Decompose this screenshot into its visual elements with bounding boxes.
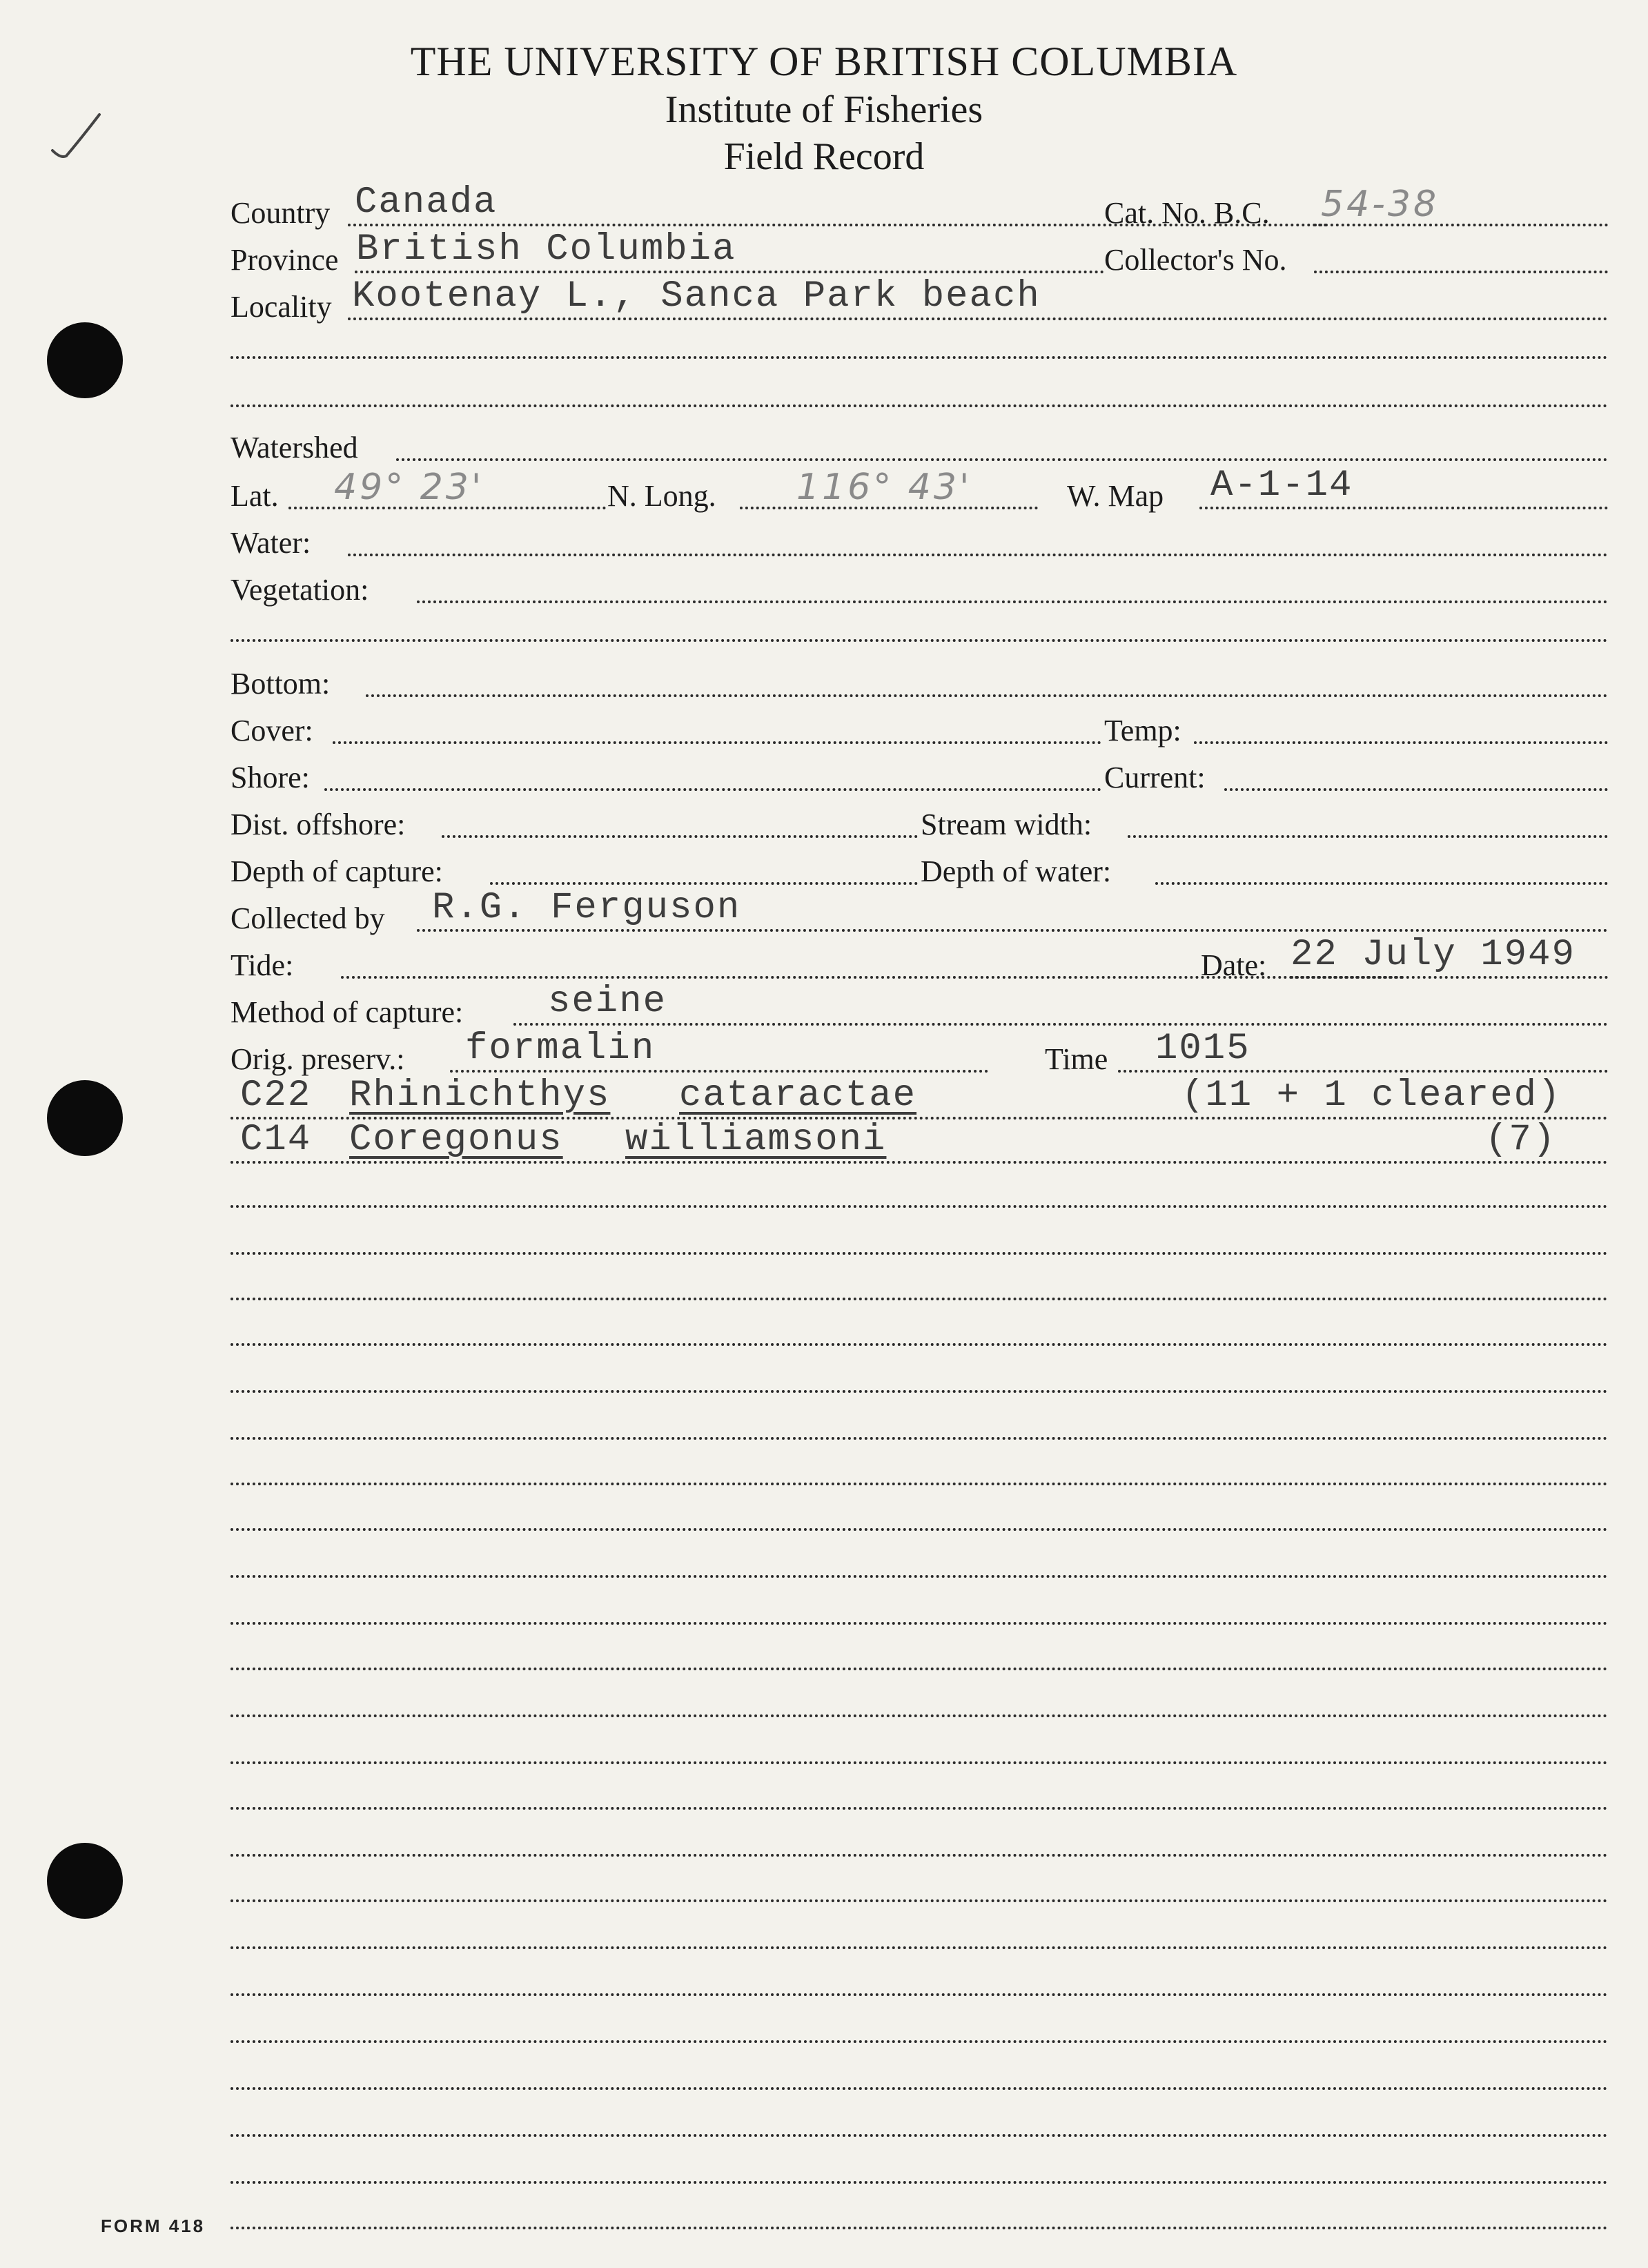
water-row	[230, 516, 1608, 565]
country-value: Canada	[355, 182, 498, 224]
punch-hole-bottom	[47, 1843, 123, 1919]
method-label: Method of capture:	[230, 995, 464, 1029]
blank-line	[230, 2040, 1608, 2043]
locality-label: Locality	[230, 290, 332, 324]
province-value: British Columbia	[356, 228, 736, 271]
shore-label: Shore:	[230, 761, 310, 794]
blank-line	[230, 1622, 1608, 1625]
orig-preserv-label: Orig. preserv.:	[230, 1042, 405, 1076]
map-value: A-1-14	[1210, 465, 1353, 507]
dist-offshore-row	[230, 798, 1608, 846]
depth-row	[230, 845, 1608, 893]
orig-preserv-value: formalin	[465, 1028, 656, 1070]
lat-label: Lat.	[230, 479, 279, 513]
collected-by-value: R.G. Ferguson	[432, 887, 741, 929]
time-label: Time	[1045, 1042, 1108, 1076]
w-map-label: W. Map	[1067, 479, 1164, 513]
country-row	[230, 182, 1608, 235]
preserv-row	[230, 1028, 1608, 1081]
species-genus: Coregonus	[349, 1119, 563, 1161]
date-value: 22 July 1949	[1291, 934, 1576, 976]
province-row	[230, 228, 1608, 282]
locality-row	[230, 275, 1608, 329]
cover-label: Cover:	[230, 714, 313, 747]
blank-line	[230, 2134, 1608, 2137]
n-long-label: N. Long.	[607, 479, 716, 513]
blank-line	[230, 1807, 1608, 1810]
species-code: C14	[240, 1119, 312, 1161]
coordinates-row	[230, 465, 1608, 518]
vegetation-row	[230, 563, 1608, 612]
blank-line	[230, 1483, 1608, 1485]
collected-by-label: Collected by	[230, 901, 385, 935]
form-number: FORM 418	[101, 2216, 206, 2236]
blank-line	[230, 1668, 1608, 1670]
cat-no-value: 54-38	[1321, 184, 1440, 225]
long-value: 116° 43'	[796, 467, 972, 508]
blank-line	[230, 1437, 1608, 1440]
form-title: Field Record	[723, 135, 925, 178]
blank-line	[230, 1854, 1608, 1857]
locality-line-3	[230, 404, 1608, 407]
locality-value: Kootenay L., Sanca Park beach	[352, 275, 1041, 317]
dist-offshore-label: Dist. offshore:	[230, 808, 406, 841]
blank-line	[230, 1298, 1608, 1300]
method-row	[230, 981, 1608, 1034]
blank-line	[230, 2227, 1608, 2229]
species-count: (11 + 1 cleared)	[1181, 1075, 1562, 1117]
time-value: 1015	[1155, 1028, 1250, 1070]
bottom-row	[230, 657, 1608, 705]
punch-hole-top	[47, 322, 123, 398]
collected-by-row	[230, 887, 1608, 940]
vegetation-line-2	[230, 639, 1608, 642]
cat-no-label: Cat. No. B.C.	[1104, 196, 1270, 230]
blank-line	[230, 1714, 1608, 1717]
method-value: seine	[548, 981, 667, 1023]
stream-width-label: Stream width:	[921, 808, 1092, 841]
blank-line	[230, 2181, 1608, 2184]
country-label: Country	[230, 196, 331, 230]
blank-line	[230, 1946, 1608, 1949]
depth-water-label: Depth of water:	[921, 854, 1112, 888]
province-label: Province	[230, 243, 339, 277]
current-label: Current:	[1104, 761, 1206, 794]
lat-value: 49° 23'	[334, 467, 484, 508]
department-title: Institute of Fisheries	[665, 88, 983, 131]
cover-row	[230, 704, 1608, 752]
blank-line	[230, 1252, 1608, 1255]
tide-row	[230, 934, 1608, 987]
watershed-row	[230, 421, 1608, 469]
collectors-no-label: Collector's No.	[1104, 243, 1287, 277]
species-genus: Rhinichthys	[349, 1075, 611, 1117]
blank-line	[230, 1343, 1608, 1346]
species-epithet: cataractae	[679, 1075, 917, 1117]
species-count: (7)	[1485, 1119, 1557, 1161]
blank-line	[230, 1761, 1608, 1764]
blank-line	[230, 1390, 1608, 1393]
institution-title: THE UNIVERSITY OF BRITISH COLUMBIA	[410, 39, 1238, 84]
depth-capture-label: Depth of capture:	[230, 854, 443, 888]
shore-row	[230, 751, 1608, 799]
watershed-label: Watershed	[230, 431, 358, 465]
punch-hole-middle	[47, 1080, 123, 1156]
blank-line	[230, 1575, 1608, 1578]
tide-label: Tide:	[230, 948, 294, 982]
blank-line	[230, 1528, 1608, 1531]
temp-label: Temp:	[1104, 714, 1181, 747]
species-epithet: williamsoni	[625, 1119, 887, 1161]
blank-line	[230, 1993, 1608, 1996]
species-code: C22	[240, 1075, 312, 1117]
bottom-label: Bottom:	[230, 667, 331, 701]
date-label: Date:	[1201, 948, 1267, 982]
blank-line	[230, 1205, 1608, 1208]
species-row	[230, 1119, 1608, 1172]
water-label: Water:	[230, 526, 311, 560]
blank-line	[230, 1899, 1608, 1902]
locality-line-2	[230, 356, 1608, 359]
blank-line	[230, 2087, 1608, 2090]
vegetation-label: Vegetation:	[230, 573, 369, 607]
